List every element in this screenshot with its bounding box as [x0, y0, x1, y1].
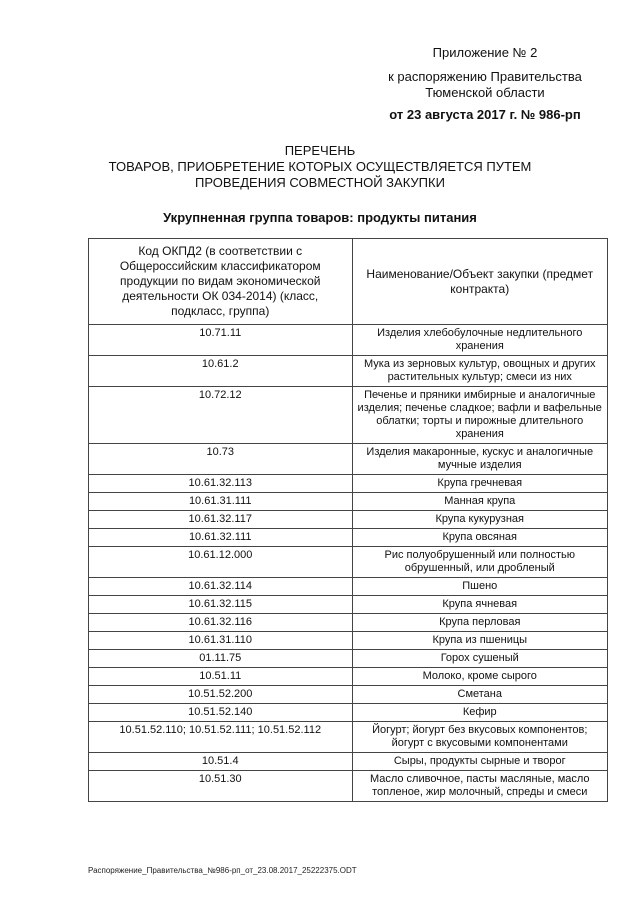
name-cell: Пшено: [352, 578, 608, 596]
table-row: [89, 686, 608, 704]
table-row: [89, 493, 608, 511]
name-cell: Крупа перловая: [352, 614, 608, 632]
code-cell: 10.61.31.110: [89, 632, 353, 650]
goods-table: [88, 238, 608, 802]
name-cell: Рис полуобрушенный или полностью обрушенный, или дробленый: [352, 547, 608, 578]
name-cell: Мука из зерновых культур, овощных и других растительных культур; смеси из них: [352, 356, 608, 387]
order-date-number: от 23 августа 2017 г. № 986-рп: [389, 107, 581, 122]
code-cell: 10.61.32.114: [89, 578, 353, 596]
code-cell: 10.51.52.200: [89, 686, 353, 704]
name-cell: Сметана: [352, 686, 608, 704]
table-row: [89, 614, 608, 632]
column-header-code: Код ОКПД2 (в соответствии с Общероссийским классификатором продукции по видам экономической деятельности ОК 034-2014) (класс, подкласс, группа): [89, 239, 353, 325]
goods-group-subtitle: Укрупненная группа товаров: продукты питания: [163, 210, 477, 225]
code-cell: 10.73: [89, 444, 353, 475]
name-cell: Крупа ячневая: [352, 596, 608, 614]
name-cell: Изделия макаронные, кускус и аналогичные мучные изделия: [352, 444, 608, 475]
table-row: [89, 578, 608, 596]
code-cell: 10.61.2: [89, 356, 353, 387]
code-cell: 10.61.32.117: [89, 511, 353, 529]
table-row: [89, 325, 608, 356]
code-cell: 10.61.32.116: [89, 614, 353, 632]
code-cell: 10.61.31.111: [89, 493, 353, 511]
table-row: [89, 722, 608, 753]
name-cell: Изделия хлебобулочные недлительного хранения: [352, 325, 608, 356]
table-row: [89, 632, 608, 650]
name-cell: Сыры, продукты сырные и творог: [352, 753, 608, 771]
code-cell: 10.61.32.111: [89, 529, 353, 547]
order-reference-line1: к распоряжению Правительства: [388, 69, 582, 84]
code-cell: 10.71.11: [89, 325, 353, 356]
code-cell: 10.51.4: [89, 753, 353, 771]
name-cell: Крупа овсяная: [352, 529, 608, 547]
code-cell: 10.51.11: [89, 668, 353, 686]
name-cell: Кефир: [352, 704, 608, 722]
table-row: [89, 475, 608, 493]
name-cell: Йогурт; йогурт без вкусовых компонентов; йогурт с вкусовыми компонентами: [352, 722, 608, 753]
table-header-row: [89, 239, 608, 325]
order-reference-line2: Тюменской области: [425, 85, 545, 100]
table-row: [89, 704, 608, 722]
document-title-line2: ТОВАРОВ, ПРИОБРЕТЕНИЕ КОТОРЫХ ОСУЩЕСТВЛЯЕТСЯ ПУТЕМ: [108, 159, 532, 174]
name-cell: Крупа гречневая: [352, 475, 608, 493]
name-cell: Масло сливочное, пасты масляные, масло топленое, жир молочный, спреды и смеси: [352, 771, 608, 802]
table-row: [89, 511, 608, 529]
name-cell: Крупа кукурузная: [352, 511, 608, 529]
code-cell: 10.72.12: [89, 387, 353, 444]
table-row: [89, 596, 608, 614]
code-cell: 10.61.32.115: [89, 596, 353, 614]
table-row: [89, 771, 608, 802]
column-header-name: Наименование/Объект закупки (предмет контракта): [352, 239, 608, 325]
document-title: [80, 143, 560, 191]
table-row: [89, 668, 608, 686]
code-cell: 10.51.52.110; 10.51.52.111; 10.51.52.112: [89, 722, 353, 753]
name-cell: Манная крупа: [352, 493, 608, 511]
name-cell: Горох сушеный: [352, 650, 608, 668]
table-row: [89, 753, 608, 771]
name-cell: Молоко, кроме сырого: [352, 668, 608, 686]
table-row: [89, 650, 608, 668]
code-cell: 10.61.32.113: [89, 475, 353, 493]
code-cell: 01.11.75: [89, 650, 353, 668]
order-reference: [340, 69, 630, 101]
document-title-line1: ПЕРЕЧЕНЬ: [284, 143, 356, 158]
code-cell: 10.51.52.140: [89, 704, 353, 722]
name-cell: Крупа из пшеницы: [352, 632, 608, 650]
appendix-number: Приложение № 2: [432, 45, 538, 60]
table-row: [89, 387, 608, 444]
document-footer-filename: Распоряжение_Правительства_№986-рп_от_23.08.2017_25222375.ODT: [88, 866, 357, 875]
code-cell: 10.51.30: [89, 771, 353, 802]
code-cell: 10.61.12.000: [89, 547, 353, 578]
table-row: [89, 547, 608, 578]
table-row: [89, 444, 608, 475]
table-row: [89, 529, 608, 547]
name-cell: Печенье и пряники имбирные и аналогичные изделия; печенье сладкое; вафли и вафельные облатки; торты и пирожные длительного хранения: [352, 387, 608, 444]
table-row: [89, 356, 608, 387]
document-title-line3: ПРОВЕДЕНИЯ СОВМЕСТНОЙ ЗАКУПКИ: [195, 175, 445, 190]
